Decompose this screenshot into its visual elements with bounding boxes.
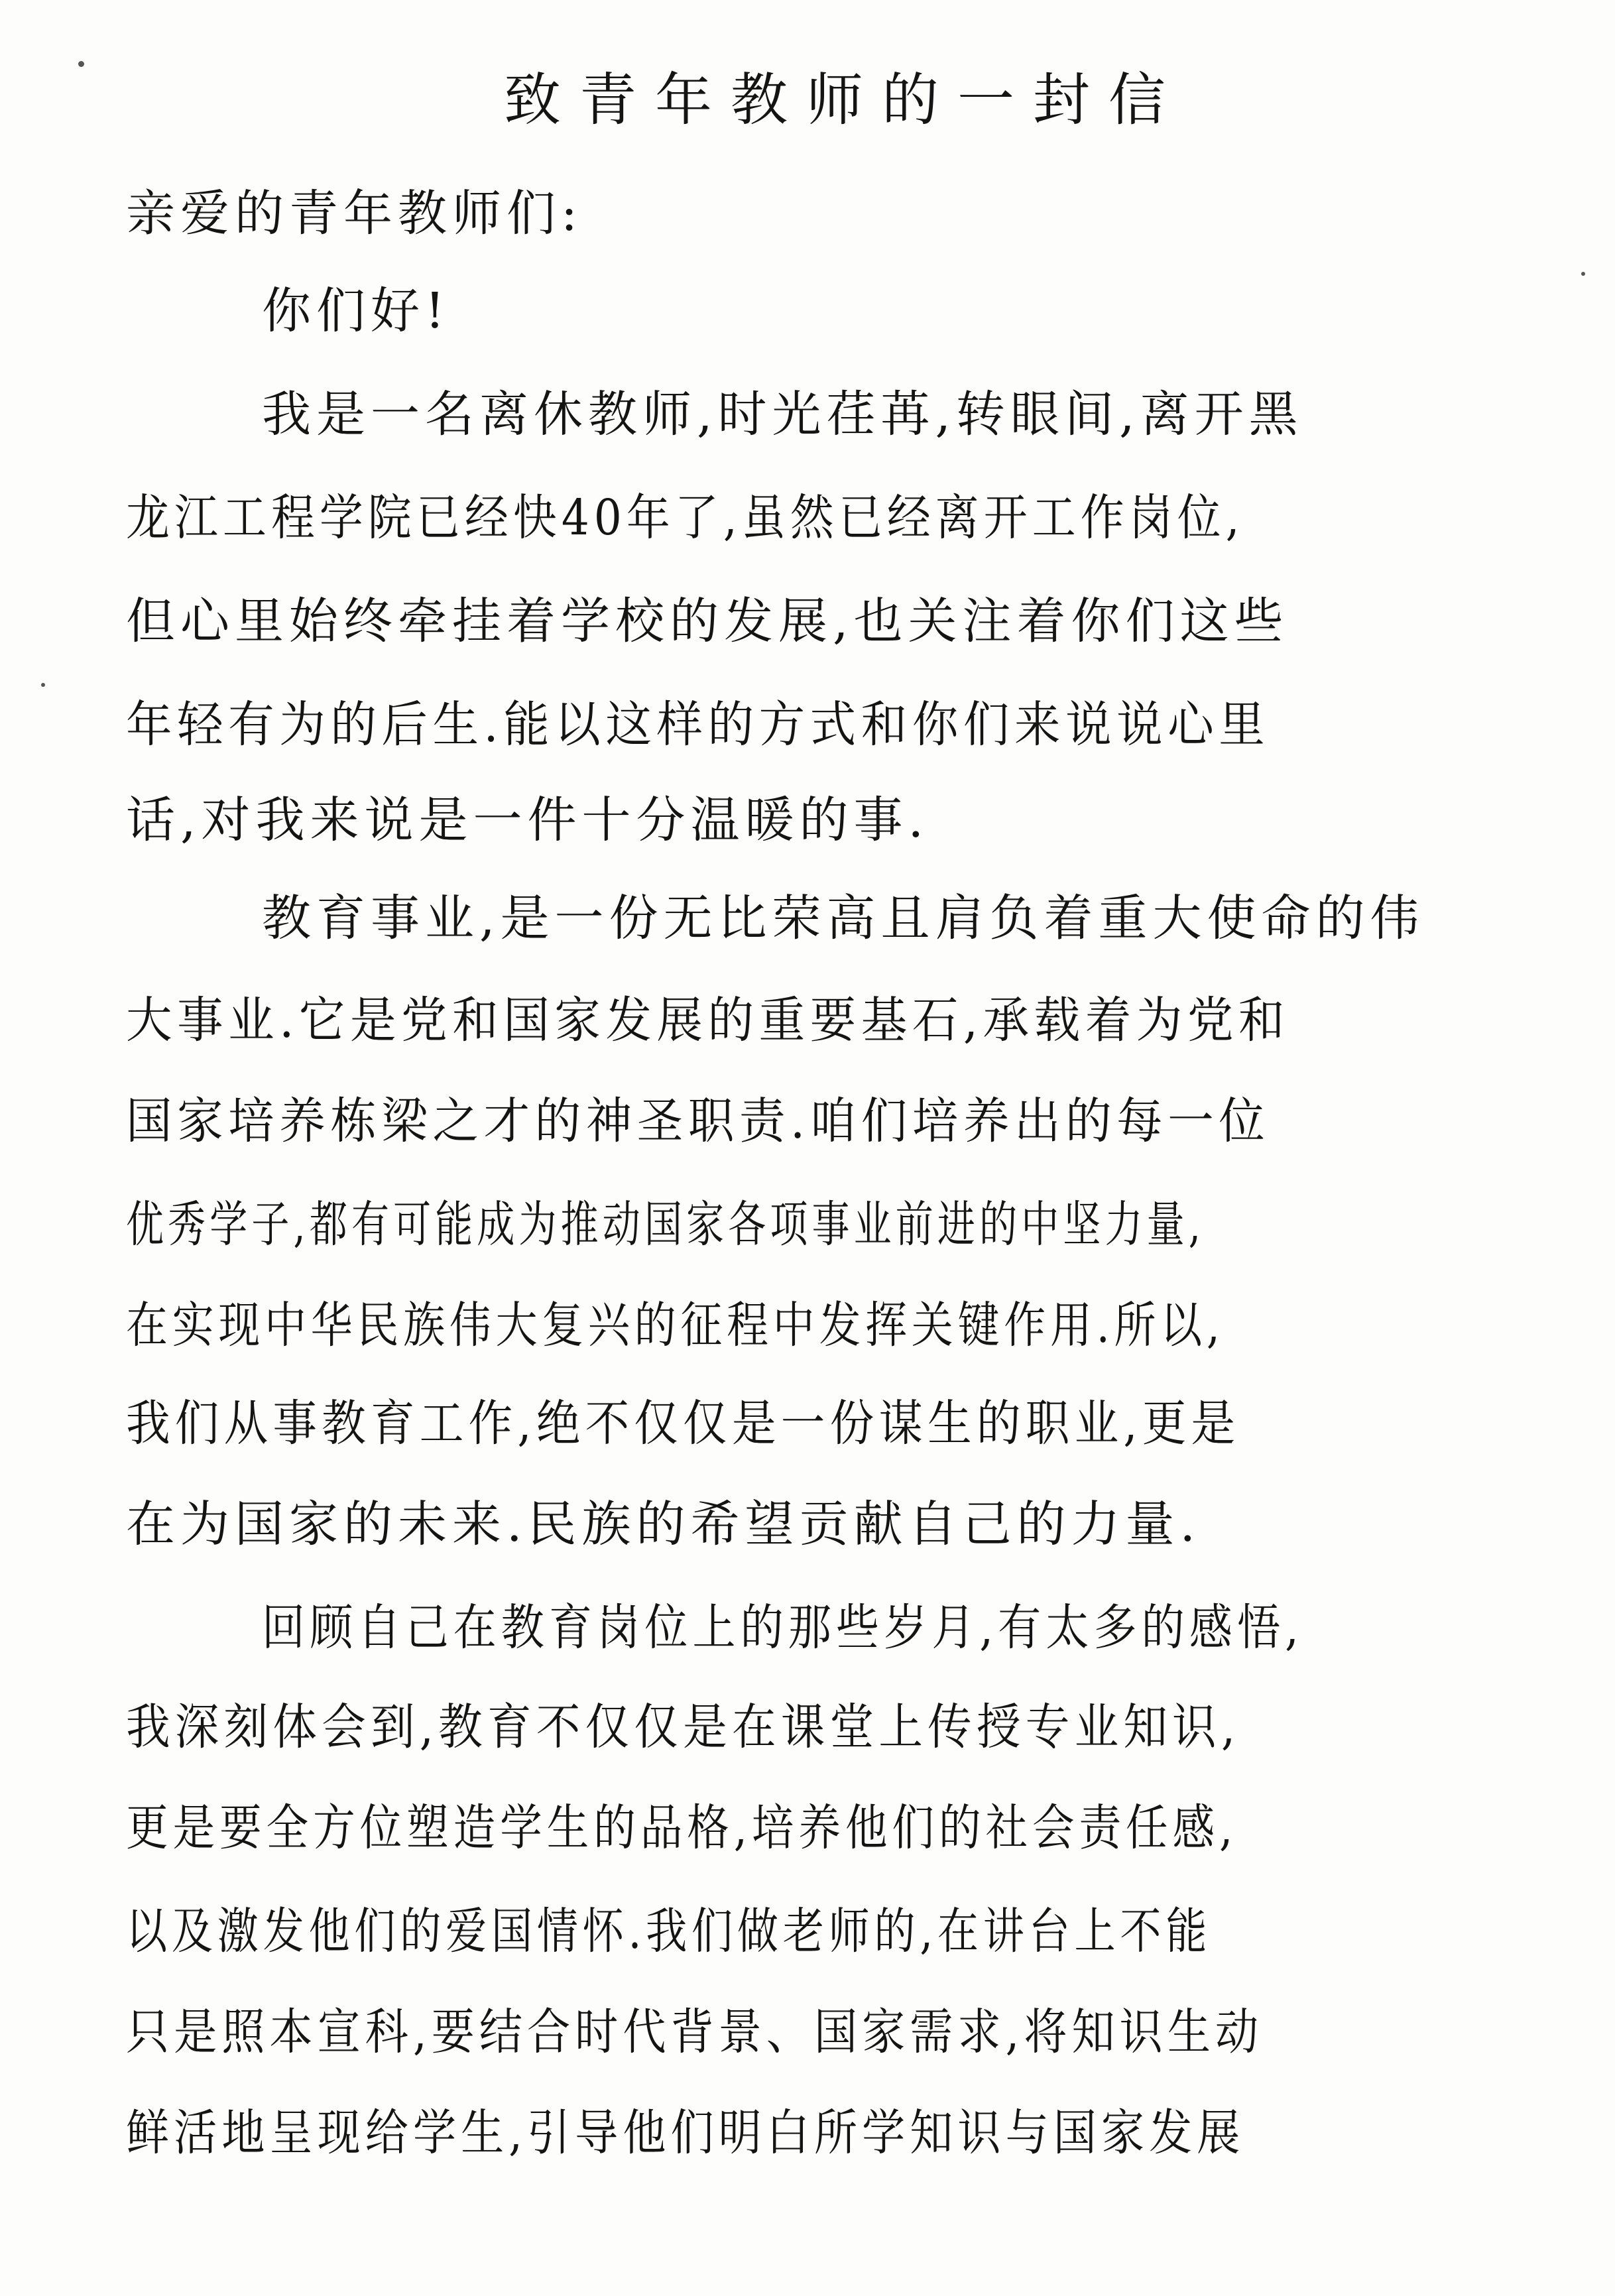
letter-line: 在实现中华民族伟大复兴的征程中发挥关键作用.所以, (126, 1297, 1225, 1354)
letter-line: 以及激发他们的爱国情怀.我们做老师的,在讲台上不能 (126, 1903, 1212, 1960)
letter-line: 话,对我来说是一件十分温暖的事. (126, 792, 929, 849)
letter-greeting: 你们好! (262, 282, 450, 339)
paper-speck (78, 61, 84, 67)
letter-line: 只是照本宣科,要结合时代背景、国家需求,将知识生动 (126, 2004, 1264, 2061)
letter-line: 我是一名离休教师,时光荏苒,转眼间,离开黑 (262, 386, 1303, 443)
letter-line: 年轻有为的后生.能以这样的方式和你们来说说心里 (126, 696, 1270, 753)
letter-line: 教育事业,是一份无比荣高且肩负着重大使命的伟 (262, 890, 1425, 947)
paper-speck (41, 683, 45, 687)
letter-line: 国家培养栋梁之才的神圣职责.咱们培养出的每一位 (126, 1093, 1270, 1150)
letter-line: 大事业.它是党和国家发展的重要基石,承载着为党和 (126, 992, 1290, 1049)
letter-line: 更是要全方位塑造学生的品格,培养他们的社会责任感, (126, 1799, 1238, 1856)
letter-title: 致青年教师的一封信 (504, 67, 1184, 133)
letter-line: 回顾自己在教育岗位上的那些岁月,有太多的感悟, (262, 1599, 1303, 1656)
letter-line: 龙江工程学院已经快40年了,虽然已经离开工作岗位, (126, 489, 1244, 546)
letter-line: 我深刻体会到,教育不仅仅是在课堂上传授专业知识, (126, 1699, 1240, 1756)
letter-salutation: 亲爱的青年教师们: (126, 185, 583, 242)
letter-line: 优秀学子,都有可能成为推动国家各项事业前进的中坚力量, (126, 1196, 1205, 1253)
letter-line: 但心里始终牵挂着学校的发展,也关注着你们这些 (126, 593, 1289, 650)
letter-line: 在为国家的未来.民族的希望贡献自己的力量. (126, 1496, 1201, 1553)
letter-line: 我们从事教育工作,绝不仅仅是一份谋生的职业,更是 (126, 1395, 1240, 1452)
letter-line: 鲜活地呈现给学生,引导他们明白所学知识与国家发展 (126, 2104, 1245, 2161)
paper-speck (1581, 272, 1585, 276)
